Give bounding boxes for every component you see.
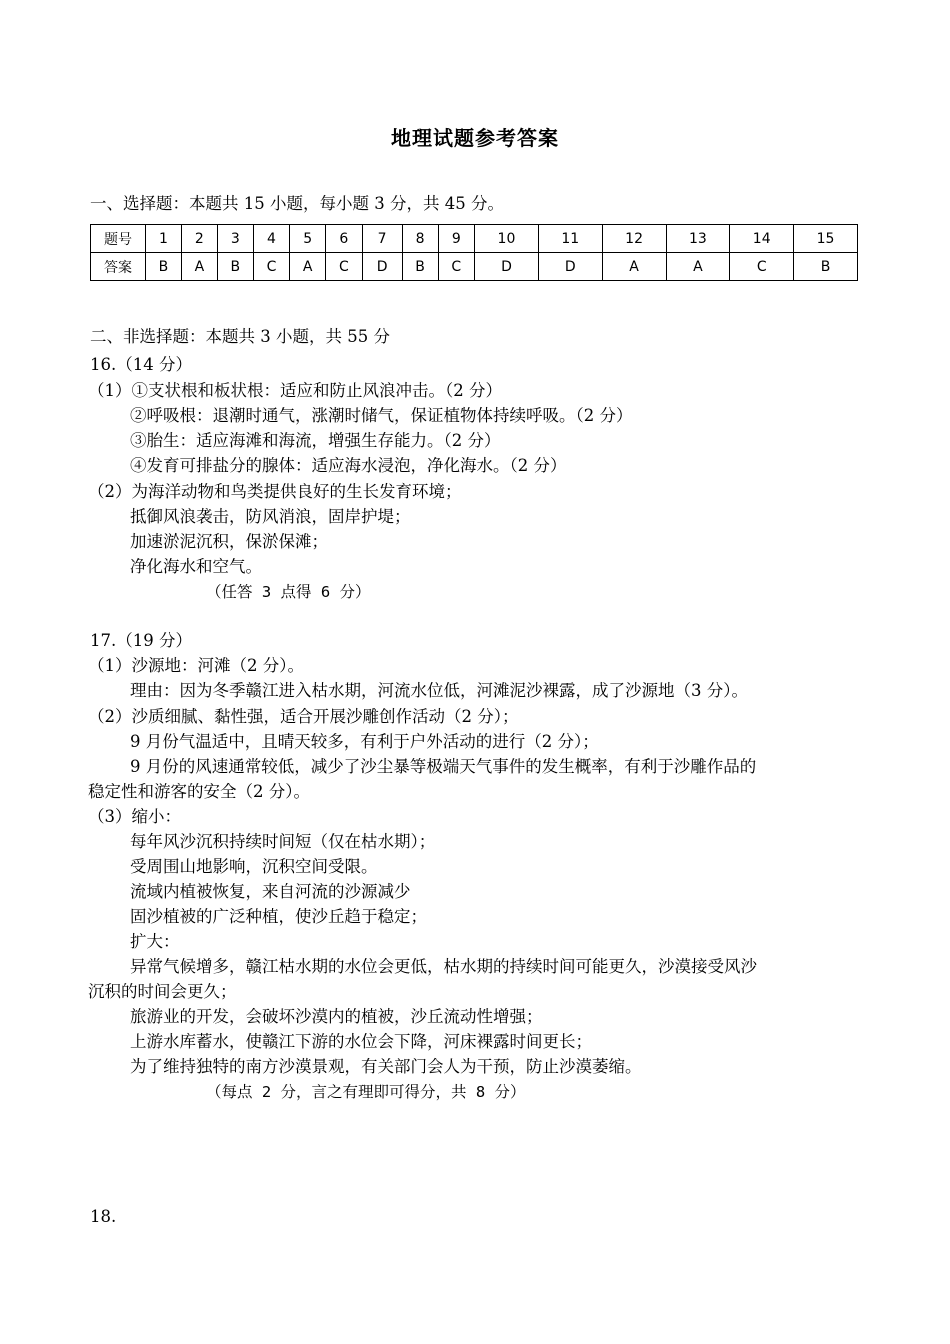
q17-answer-line: 流域内植被恢复，来自河流的沙源减少	[130, 882, 411, 901]
q16-answer-line: 加速淤泥沉积，保淤保滩；	[130, 532, 328, 551]
section2-heading: 二、非选择题：本题共 3 小题，共 55 分	[90, 327, 390, 346]
q17-answer-line: 受周围山地影响，沉积空间受限。	[130, 857, 378, 876]
question-number: 12	[602, 225, 666, 253]
question-number: 13	[666, 225, 730, 253]
q17-answer-line: 9 月份的风速通常较低，减少了沙尘暴等极端天气事件的发生概率，有利于沙雕作品的	[130, 757, 757, 776]
answer-cell: D	[475, 253, 539, 281]
question-number: 14	[730, 225, 794, 253]
q17-answer-line: 稳定性和游客的安全（2 分）。	[88, 782, 310, 801]
q16-scoring-note: （任答 3 点得 6 分）	[206, 583, 371, 601]
question-number: 7	[362, 225, 402, 253]
answer-cell: B	[402, 253, 438, 281]
q16-header: 16.（14 分）	[90, 355, 192, 374]
q17-scoring-note: （每点 2 分，言之有理即可得分，共 8 分）	[206, 1083, 526, 1101]
question-number: 3	[217, 225, 253, 253]
q17-answer-line: 扩大：	[130, 932, 180, 951]
answer-cell: B	[146, 253, 182, 281]
q17-answer-line: 固沙植被的广泛种植，使沙丘趋于稳定；	[130, 907, 427, 926]
section1-heading: 一、选择题：本题共 15 小题，每小题 3 分，共 45 分。	[90, 194, 504, 213]
answer-cell: A	[602, 253, 666, 281]
table-row-numbers	[91, 225, 858, 253]
page-title: 地理试题参考答案	[391, 126, 559, 150]
answer-cell: D	[362, 253, 402, 281]
q17-answer-line: 沉积的时间会更久；	[88, 982, 237, 1001]
q17-answer-line: （3）缩小：	[88, 807, 181, 826]
q17-answer-line: （1）沙源地：河滩（2 分）。	[88, 656, 304, 675]
row-label-answer: 答案	[91, 253, 146, 281]
question-number: 6	[326, 225, 363, 253]
q16-answer-line: （1）①支状根和板状根：适应和防止风浪冲击。（2 分）	[88, 381, 502, 400]
answer-cell: A	[181, 253, 217, 281]
row-label-number: 题号	[91, 225, 146, 253]
q17-answer-line: 9 月份气温适中，且晴天较多，有利于户外活动的进行（2 分）；	[130, 732, 599, 751]
question-number: 11	[538, 225, 602, 253]
answer-cell: A	[666, 253, 730, 281]
q17-answer-line: 异常气候增多，赣江枯水期的水位会更低，枯水期的持续时间可能更久，沙漠接受风沙	[130, 957, 757, 976]
q17-answer-line: 为了维持独特的南方沙漠景观，有关部门会人为干预，防止沙漠萎缩。	[130, 1057, 642, 1076]
answer-cell: C	[438, 253, 475, 281]
question-number: 10	[475, 225, 539, 253]
answer-cell: A	[290, 253, 326, 281]
answer-cell: B	[794, 253, 858, 281]
q17-answer-line: 每年风沙沉积持续时间短（仅在枯水期）；	[130, 832, 436, 851]
answer-cell: B	[217, 253, 253, 281]
q16-answer-line: 净化海水和空气。	[130, 557, 262, 576]
q17-header: 17.（19 分）	[90, 631, 192, 650]
q17-answer-line: 旅游业的开发，会破坏沙漠内的植被，沙丘流动性增强；	[130, 1007, 543, 1026]
question-number: 1	[146, 225, 182, 253]
q16-answer-line: ②呼吸根：退潮时通气，涨潮时储气，保证植物体持续呼吸。（2 分）	[130, 406, 633, 425]
q17-answer-line: 理由：因为冬季赣江进入枯水期，河流水位低，河滩泥沙裸露，成了沙源地（3 分）。	[130, 681, 748, 700]
answer-cell: C	[326, 253, 363, 281]
q16-answer-line: （2）为海洋动物和鸟类提供良好的生长发育环境；	[88, 482, 462, 501]
answer-table	[90, 224, 858, 281]
question-number: 4	[253, 225, 290, 253]
question-number: 8	[402, 225, 438, 253]
q16-answer-line: ③胎生：适应海滩和海流，增强生存能力。（2 分）	[130, 431, 501, 450]
q17-answer-line: 上游水库蓄水，使赣江下游的水位会下降，河床裸露时间更长；	[130, 1032, 592, 1051]
question-number: 2	[181, 225, 217, 253]
question-number: 5	[290, 225, 326, 253]
q16-answer-line: ④发育可排盐分的腺体：适应海水浸泡，净化海水。（2 分）	[130, 456, 567, 475]
answer-cell: C	[253, 253, 290, 281]
table-row-answers	[91, 253, 858, 281]
q17-answer-line: （2）沙质细腻、黏性强，适合开展沙雕创作活动（2 分）；	[88, 707, 519, 726]
answer-cell: C	[730, 253, 794, 281]
answer-cell: D	[538, 253, 602, 281]
question-number: 9	[438, 225, 475, 253]
q16-answer-line: 抵御风浪袭击，防风消浪，固岸护堤；	[130, 507, 411, 526]
question-number: 15	[794, 225, 858, 253]
q18-header: 18.	[90, 1207, 117, 1226]
